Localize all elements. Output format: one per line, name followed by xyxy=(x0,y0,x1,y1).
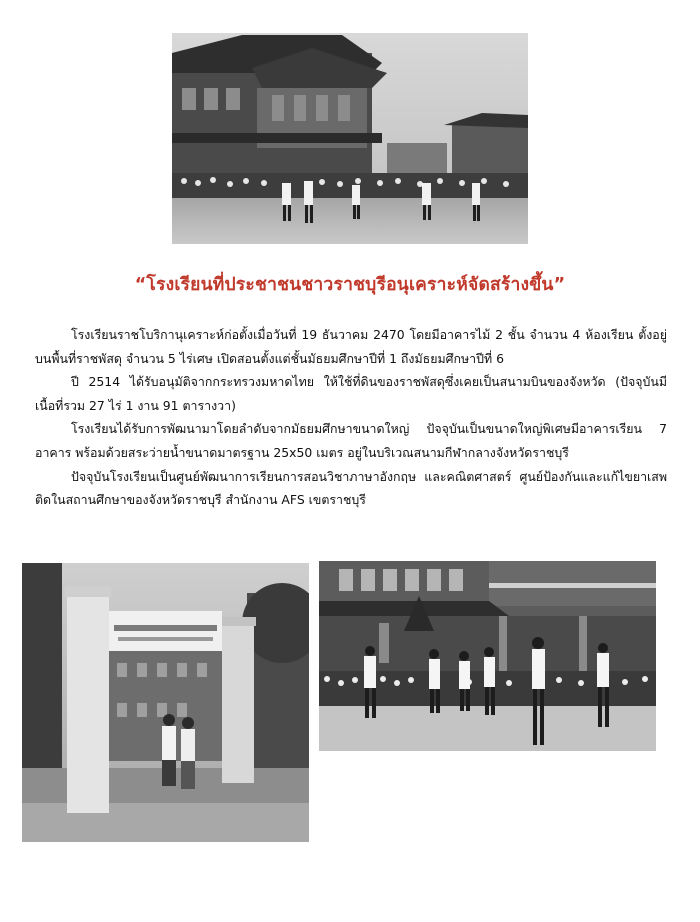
school-building-photo xyxy=(172,33,528,244)
courtyard-performance-photo-art xyxy=(319,561,656,751)
paragraph-current-role: ปัจจุบันโรงเรียนเป็นศูนย์พัฒนาการเรียนการสอนวิชาภาษาอังกฤษ และคณิตศาสตร์ ศูนย์ป้องกันและแก้ไขยาเสพติดในสถานศึกษาของจังหวัดราชบุรี สำนักงาน AFS เขตราชบุรี xyxy=(35,468,667,508)
courtyard-performance-photo xyxy=(319,561,656,751)
school-gate-photo-art xyxy=(22,563,309,842)
paragraph-land-approval: ปี 2514 ได้รับอนุมัติจากกระทรวงมหาดไทย ให้ใช้ที่ดินของราชพัสดุซึ่งเคยเป็นสนามบินของจังหวัด (ปัจจุบันมีเนื้อที่รวม 27 ไร่ 1 งาน 91 ตารางวา) xyxy=(35,374,667,413)
paragraph-development: โรงเรียนได้รับการพัฒนามาโดยลำดับจากมัธยมศึกษาขนาดใหญ่ ปัจจุบันเป็นขนาดใหญ่พิเศษมีอาคารเรียน 7 อาคาร พร้อมด้วยสระว่ายน้ำขนาดมาตรฐาน 25x50 เมตร อยู่ในบริเวณสนามกีฬากลางจังหวัดราชบุรี xyxy=(35,421,667,460)
document-title: “โรงเรียนที่ประชาชนชาวราชบุรีอนุเคราะห์จัดสร้างขึ้น” xyxy=(134,275,566,295)
school-gate-photo xyxy=(22,563,309,842)
history-body xyxy=(35,323,667,512)
paragraph-founding: โรงเรียนราชโบริกานุเคราะห์ก่อตั้งเมื่อวันที่ 19 ธันวาคม 2470 โดยมีอาคารไม้ 2 ชั้น จำนวน 4 ห้องเรียน ตั้งอยู่บนพื้นที่ราชพัสดุ จำนวน 5 ไร่เศษ เปิดสอนตั้งแต่ชั้นมัธยมศึกษาปีที่ 1 ถึงมัธยมศึกษาปีที่ 6 xyxy=(35,327,667,366)
school-building-photo-art xyxy=(172,33,528,244)
